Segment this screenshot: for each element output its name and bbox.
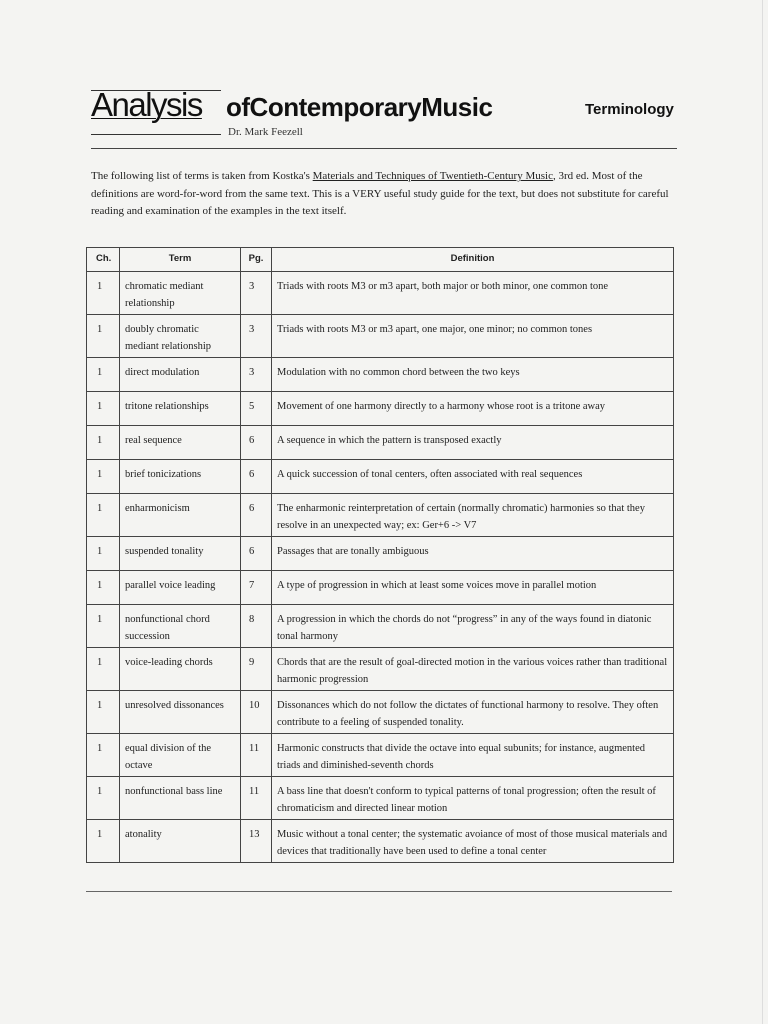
cell-term: brief tonicizations xyxy=(120,460,241,494)
table-row xyxy=(87,820,674,863)
cell-term: unresolved dissonances xyxy=(120,691,241,734)
table-row xyxy=(87,537,674,571)
cell-definition: Movement of one harmony directly to a harmony whose root is a tritone away xyxy=(272,392,674,426)
cell-pg: 13 xyxy=(241,820,272,863)
intro-text-before: The following list of terms is taken from Kostka's xyxy=(91,170,313,182)
cell-definition: A progression in which the chords do not “progress” in any of the ways found in diatonic tonal harmony xyxy=(272,605,674,648)
cell-term: direct modulation xyxy=(120,358,241,392)
table-row xyxy=(87,426,674,460)
table-row xyxy=(87,272,674,315)
cell-ch: 1 xyxy=(87,426,120,460)
section-title: Terminology xyxy=(585,101,674,118)
table-row xyxy=(87,315,674,358)
table-row xyxy=(87,605,674,648)
cell-pg: 8 xyxy=(241,605,272,648)
cell-ch: 1 xyxy=(87,734,120,777)
table-row xyxy=(87,777,674,820)
table-row xyxy=(87,358,674,392)
book-title: Materials and Techniques of Twentieth-Century Music xyxy=(312,170,553,182)
table-row xyxy=(87,460,674,494)
cell-term: doubly chromatic mediant relationship xyxy=(120,315,241,358)
cell-definition: Triads with roots M3 or m3 apart, one major, one minor; no common tones xyxy=(272,315,674,358)
author: Dr. Mark Feezell xyxy=(228,126,303,138)
cell-definition: Harmonic constructs that divide the octave into equal subunits; for instance, augmented triads and diminished-seventh chords xyxy=(272,734,674,777)
cell-pg: 11 xyxy=(241,777,272,820)
cell-ch: 1 xyxy=(87,777,120,820)
cell-term: suspended tonality xyxy=(120,537,241,571)
cell-pg: 5 xyxy=(241,392,272,426)
header-rule-bottom xyxy=(91,134,221,135)
intro-paragraph xyxy=(91,168,677,221)
table-row xyxy=(87,691,674,734)
cell-ch: 1 xyxy=(87,571,120,605)
table-row xyxy=(87,734,674,777)
cell-definition: Passages that are tonally ambiguous xyxy=(272,537,674,571)
table-row xyxy=(87,571,674,605)
header-pg: Pg. xyxy=(241,248,272,272)
cell-definition: Music without a tonal center; the systematic avoiance of most of those musical materials and devices that traditionally have been used to define a tonal center xyxy=(272,820,674,863)
cell-term: enharmonicism xyxy=(120,494,241,537)
cell-definition: Triads with roots M3 or m3 apart, both major or both minor, one common tone xyxy=(272,272,674,315)
table-row xyxy=(87,494,674,537)
cell-pg: 3 xyxy=(241,358,272,392)
cell-ch: 1 xyxy=(87,691,120,734)
cell-pg: 3 xyxy=(241,315,272,358)
header-ch: Ch. xyxy=(87,248,120,272)
cell-term: atonality xyxy=(120,820,241,863)
cell-definition: Modulation with no common chord between the two keys xyxy=(272,358,674,392)
cell-term: real sequence xyxy=(120,426,241,460)
cell-term: nonfunctional bass line xyxy=(120,777,241,820)
page-edge xyxy=(762,0,763,1024)
cell-ch: 1 xyxy=(87,648,120,691)
cell-ch: 1 xyxy=(87,494,120,537)
title-analysis: Analysis xyxy=(91,86,202,123)
footer-divider xyxy=(86,891,672,892)
cell-term: nonfunctional chord succession xyxy=(120,605,241,648)
cell-pg: 6 xyxy=(241,426,272,460)
header-definition: Definition xyxy=(272,248,674,272)
cell-definition: A sequence in which the pattern is transposed exactly xyxy=(272,426,674,460)
table-header-row xyxy=(87,248,674,272)
cell-ch: 1 xyxy=(87,460,120,494)
cell-ch: 1 xyxy=(87,820,120,863)
cell-pg: 3 xyxy=(241,272,272,315)
cell-definition: Chords that are the result of goal-directed motion in the various voices rather than traditional harmonic progression xyxy=(272,648,674,691)
cell-pg: 6 xyxy=(241,494,272,537)
cell-ch: 1 xyxy=(87,272,120,315)
header-term: Term xyxy=(120,248,241,272)
header-divider xyxy=(91,148,677,149)
cell-term: chromatic mediant relationship xyxy=(120,272,241,315)
cell-term: equal division of the octave xyxy=(120,734,241,777)
intro-text-after: , 3rd ed. Most of the definitions are word-for-word from the same text. This is a VERY useful study guide for the text, but does not substitute for careful reading and examination of the examples in the text itself. xyxy=(91,170,669,217)
cell-definition: The enharmonic reinterpretation of certain (normally chromatic) harmonies so that they resolve in an unexpected way; ex: Ger+6 -> V7 xyxy=(272,494,674,537)
cell-definition: Dissonances which do not follow the dictates of functional harmony to resolve. They often contribute to a feeling of suspended tonality. xyxy=(272,691,674,734)
table-row xyxy=(87,648,674,691)
table-row xyxy=(87,392,674,426)
cell-ch: 1 xyxy=(87,605,120,648)
cell-pg: 10 xyxy=(241,691,272,734)
cell-pg: 7 xyxy=(241,571,272,605)
cell-ch: 1 xyxy=(87,358,120,392)
cell-definition: A bass line that doesn't conform to typical patterns of tonal progression; often the result of chromaticism and directed linear motion xyxy=(272,777,674,820)
cell-ch: 1 xyxy=(87,315,120,358)
cell-ch: 1 xyxy=(87,537,120,571)
cell-definition: A type of progression in which at least some voices move in parallel motion xyxy=(272,571,674,605)
cell-ch: 1 xyxy=(87,392,120,426)
cell-term: tritone relationships xyxy=(120,392,241,426)
cell-definition: A quick succession of tonal centers, often associated with real sequences xyxy=(272,460,674,494)
cell-pg: 6 xyxy=(241,537,272,571)
cell-term: parallel voice leading xyxy=(120,571,241,605)
title-contemporary-music: ofContemporaryMusic xyxy=(226,92,493,122)
cell-pg: 9 xyxy=(241,648,272,691)
terminology-table xyxy=(86,247,674,863)
cell-term: voice-leading chords xyxy=(120,648,241,691)
cell-pg: 6 xyxy=(241,460,272,494)
cell-pg: 11 xyxy=(241,734,272,777)
